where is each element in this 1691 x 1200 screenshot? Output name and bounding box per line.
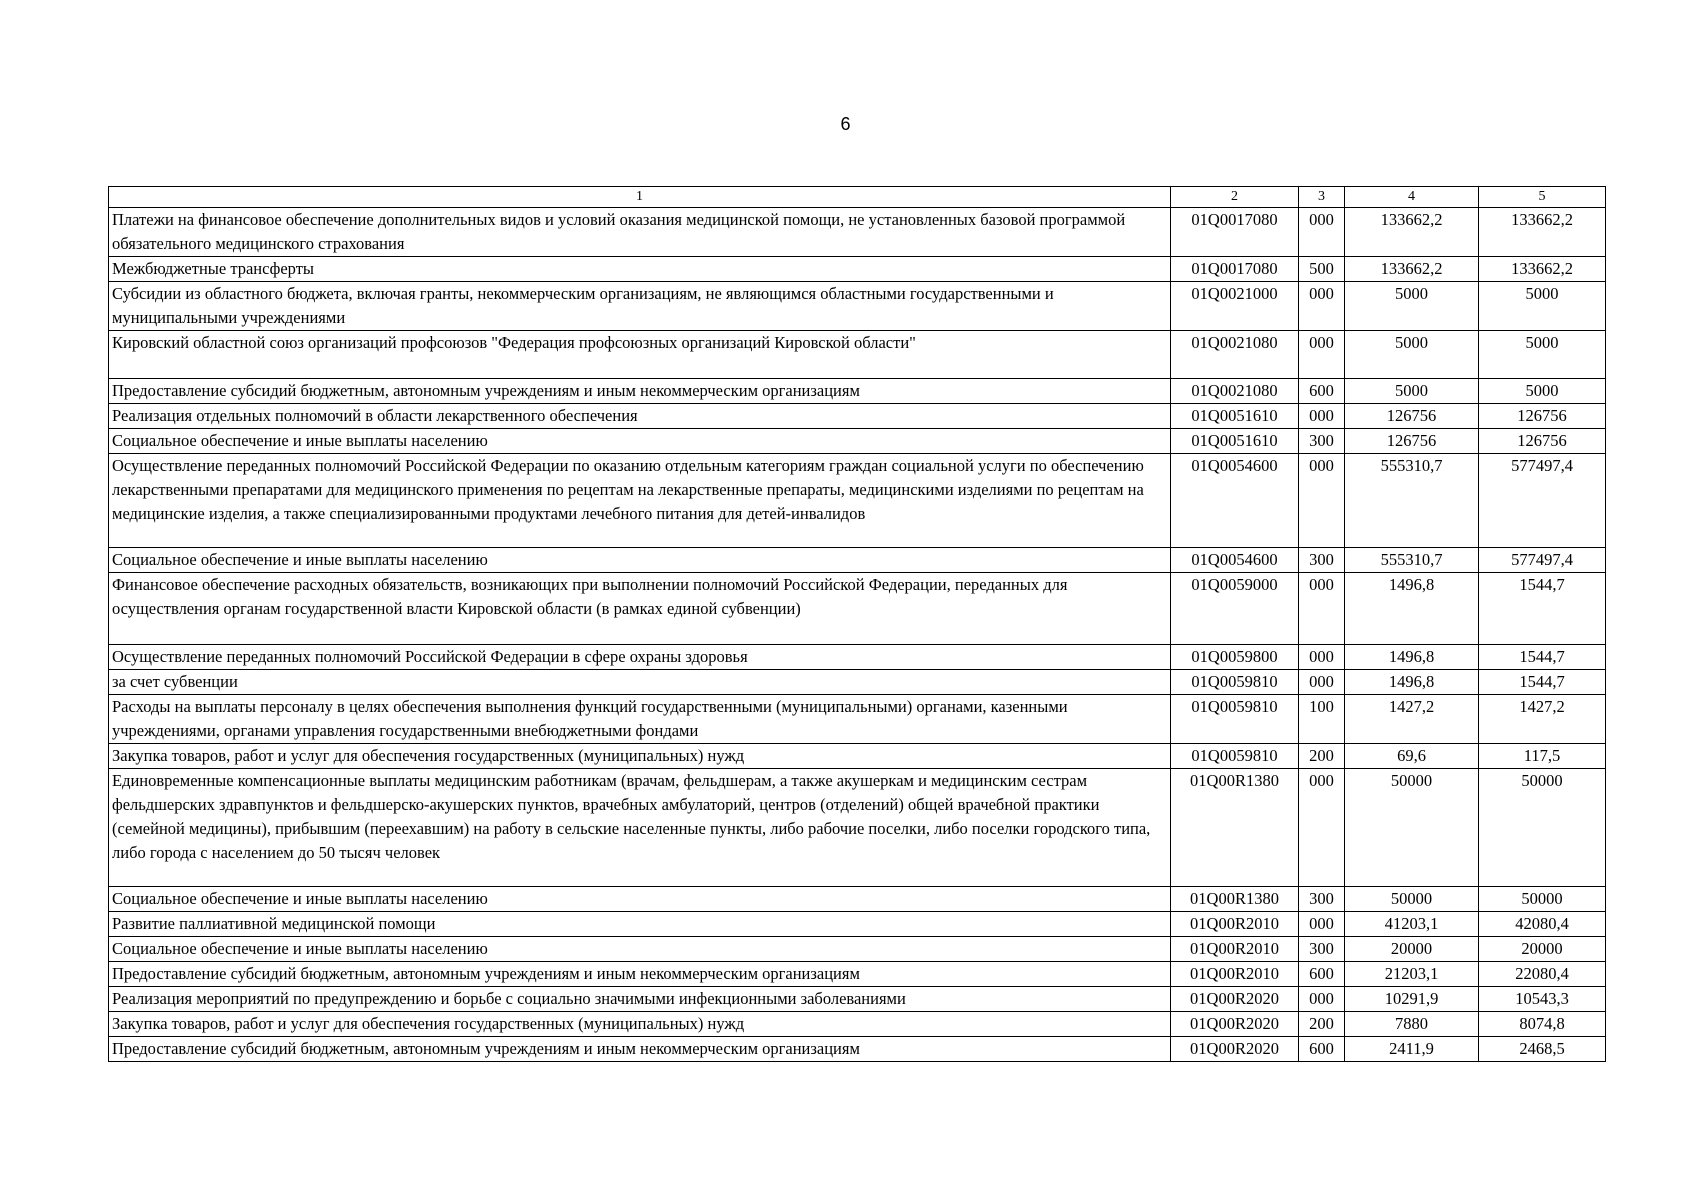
- table-row: [109, 573, 1606, 645]
- amount-column-4: 20000: [1345, 937, 1479, 962]
- amount-column-5: 5000: [1479, 379, 1606, 404]
- target-article-code: 01Q0054600: [1171, 548, 1299, 573]
- row-description: Осуществление переданных полномочий Российской Федерации по оказанию отдельным категориям граждан социальной услуги по обеспечению лекарственными препаратами для медицинского применения по рецептам на лекарственные препараты, медицинскими изделиями по рецептам на медицинские изделия, а также специализированными продуктами лечебного питания для детей-инвалидов: [109, 454, 1171, 548]
- row-description: Расходы на выплаты персоналу в целях обеспечения выполнения функций государственными (муниципальными) органами, казенными учреждениями, органами управления государственными внебюджетными фондами: [109, 695, 1171, 744]
- table-row: [109, 962, 1606, 987]
- table-row: [109, 1037, 1606, 1062]
- amount-column-5: 577497,4: [1479, 548, 1606, 573]
- amount-column-4: 10291,9: [1345, 987, 1479, 1012]
- row-description: Финансовое обеспечение расходных обязательств, возникающих при выполнении полномочий Российской Федерации, переданных для осуществления органам государственной власти Кировской области (в рамках единой субвенции): [109, 573, 1171, 645]
- table-row: [109, 331, 1606, 379]
- target-article-code: 01Q00R2020: [1171, 1037, 1299, 1062]
- amount-column-5: 2468,5: [1479, 1037, 1606, 1062]
- target-article-code: 01Q00R2020: [1171, 1012, 1299, 1037]
- row-description: Закупка товаров, работ и услуг для обеспечения государственных (муниципальных) нужд: [109, 1012, 1171, 1037]
- row-description: Социальное обеспечение и иные выплаты населению: [109, 429, 1171, 454]
- amount-column-5: 20000: [1479, 937, 1606, 962]
- amount-column-5: 577497,4: [1479, 454, 1606, 548]
- budget-table: [108, 186, 1606, 1062]
- amount-column-4: 69,6: [1345, 744, 1479, 769]
- amount-column-4: 21203,1: [1345, 962, 1479, 987]
- amount-column-4: 1427,2: [1345, 695, 1479, 744]
- amount-column-4: 126756: [1345, 404, 1479, 429]
- expense-type-code: 300: [1299, 429, 1345, 454]
- table-body: [109, 208, 1606, 1062]
- expense-type-code: 600: [1299, 379, 1345, 404]
- table-row: [109, 282, 1606, 331]
- column-header-1: 1: [109, 187, 1171, 208]
- row-description: Осуществление переданных полномочий Российской Федерации в сфере охраны здоровья: [109, 645, 1171, 670]
- amount-column-5: 1544,7: [1479, 645, 1606, 670]
- amount-column-4: 126756: [1345, 429, 1479, 454]
- target-article-code: 01Q0017080: [1171, 257, 1299, 282]
- row-description: Предоставление субсидий бюджетным, автономным учреждениям и иным некоммерческим организациям: [109, 1037, 1171, 1062]
- amount-column-4: 1496,8: [1345, 645, 1479, 670]
- amount-column-5: 1544,7: [1479, 670, 1606, 695]
- amount-column-5: 1544,7: [1479, 573, 1606, 645]
- amount-column-5: 1427,2: [1479, 695, 1606, 744]
- row-description: Социальное обеспечение и иные выплаты населению: [109, 887, 1171, 912]
- column-header-2: 2: [1171, 187, 1299, 208]
- table-row: [109, 987, 1606, 1012]
- amount-column-5: 5000: [1479, 331, 1606, 379]
- amount-column-4: 50000: [1345, 769, 1479, 887]
- expense-type-code: 000: [1299, 282, 1345, 331]
- table-row: [109, 769, 1606, 887]
- row-description: Закупка товаров, работ и услуг для обеспечения государственных (муниципальных) нужд: [109, 744, 1171, 769]
- table-row: [109, 379, 1606, 404]
- expense-type-code: 000: [1299, 331, 1345, 379]
- row-description: Предоставление субсидий бюджетным, автономным учреждениям и иным некоммерческим организациям: [109, 962, 1171, 987]
- amount-column-5: 133662,2: [1479, 257, 1606, 282]
- expense-type-code: 500: [1299, 257, 1345, 282]
- amount-column-4: 555310,7: [1345, 548, 1479, 573]
- expense-type-code: 000: [1299, 404, 1345, 429]
- target-article-code: 01Q0059000: [1171, 573, 1299, 645]
- table-row: [109, 887, 1606, 912]
- amount-column-4: 133662,2: [1345, 257, 1479, 282]
- row-description: Платежи на финансовое обеспечение дополнительных видов и условий оказания медицинской помощи, не установленных базовой программой обязательного медицинского страхования: [109, 208, 1171, 257]
- table-row: [109, 404, 1606, 429]
- amount-column-4: 5000: [1345, 331, 1479, 379]
- expense-type-code: 000: [1299, 454, 1345, 548]
- expense-type-code: 200: [1299, 744, 1345, 769]
- amount-column-4: 7880: [1345, 1012, 1479, 1037]
- expense-type-code: 000: [1299, 573, 1345, 645]
- row-description: за счет субвенции: [109, 670, 1171, 695]
- amount-column-5: 126756: [1479, 404, 1606, 429]
- amount-column-5: 126756: [1479, 429, 1606, 454]
- table-row: [109, 670, 1606, 695]
- target-article-code: 01Q0051610: [1171, 404, 1299, 429]
- expense-type-code: 000: [1299, 912, 1345, 937]
- row-description: Развитие паллиативной медицинской помощи: [109, 912, 1171, 937]
- amount-column-5: 5000: [1479, 282, 1606, 331]
- row-description: Кировский областной союз организаций профсоюзов "Федерация профсоюзных организаций Кировской области": [109, 331, 1171, 379]
- target-article-code: 01Q00R2010: [1171, 912, 1299, 937]
- amount-column-5: 50000: [1479, 887, 1606, 912]
- amount-column-5: 50000: [1479, 769, 1606, 887]
- row-description: Социальное обеспечение и иные выплаты населению: [109, 548, 1171, 573]
- expense-type-code: 200: [1299, 1012, 1345, 1037]
- target-article-code: 01Q0021080: [1171, 379, 1299, 404]
- table-row: [109, 208, 1606, 257]
- amount-column-5: 133662,2: [1479, 208, 1606, 257]
- row-description: Предоставление субсидий бюджетным, автономным учреждениям и иным некоммерческим организациям: [109, 379, 1171, 404]
- column-header-4: 4: [1345, 187, 1479, 208]
- expense-type-code: 300: [1299, 937, 1345, 962]
- table-row: [109, 548, 1606, 573]
- table-row: [109, 645, 1606, 670]
- amount-column-4: 555310,7: [1345, 454, 1479, 548]
- expense-type-code: 000: [1299, 987, 1345, 1012]
- target-article-code: 01Q00R2010: [1171, 962, 1299, 987]
- expense-type-code: 000: [1299, 208, 1345, 257]
- amount-column-4: 5000: [1345, 379, 1479, 404]
- target-article-code: 01Q0021000: [1171, 282, 1299, 331]
- amount-column-5: 117,5: [1479, 744, 1606, 769]
- row-description: Межбюджетные трансферты: [109, 257, 1171, 282]
- row-description: Субсидии из областного бюджета, включая гранты, некоммерческим организациям, не являющимся областными государственными и муниципальными учреждениями: [109, 282, 1171, 331]
- row-description: Социальное обеспечение и иные выплаты населению: [109, 937, 1171, 962]
- table-row: [109, 1012, 1606, 1037]
- target-article-code: 01Q0054600: [1171, 454, 1299, 548]
- target-article-code: 01Q0059810: [1171, 670, 1299, 695]
- expense-type-code: 600: [1299, 1037, 1345, 1062]
- page-number: 6: [840, 114, 851, 134]
- table-row: [109, 429, 1606, 454]
- target-article-code: 01Q0059810: [1171, 695, 1299, 744]
- amount-column-5: 22080,4: [1479, 962, 1606, 987]
- table-header-row: [109, 187, 1606, 208]
- amount-column-4: 50000: [1345, 887, 1479, 912]
- amount-column-5: 42080,4: [1479, 912, 1606, 937]
- expense-type-code: 100: [1299, 695, 1345, 744]
- amount-column-5: 10543,3: [1479, 987, 1606, 1012]
- target-article-code: 01Q0059800: [1171, 645, 1299, 670]
- expense-type-code: 000: [1299, 769, 1345, 887]
- column-header-3: 3: [1299, 187, 1345, 208]
- table-row: [109, 695, 1606, 744]
- row-description: Единовременные компенсационные выплаты медицинским работникам (врачам, фельдшерам, а также акушеркам и медицинским сестрам фельдшерских здравпунктов и фельдшерско-акушерских пунктов, врачебных амбулаторий, центров (отделений) общей врачебной практики (семейной медицины), прибывшим (переехавшим) на работу в сельские населенные пункты, либо рабочие поселки, либо поселки городского типа, либо города с населением до 50 тысяч человек: [109, 769, 1171, 887]
- expense-type-code: 300: [1299, 548, 1345, 573]
- table-row: [109, 744, 1606, 769]
- expense-type-code: 000: [1299, 670, 1345, 695]
- target-article-code: 01Q00R2020: [1171, 987, 1299, 1012]
- amount-column-4: 2411,9: [1345, 1037, 1479, 1062]
- expense-type-code: 300: [1299, 887, 1345, 912]
- target-article-code: 01Q0017080: [1171, 208, 1299, 257]
- target-article-code: 01Q0059810: [1171, 744, 1299, 769]
- row-description: Реализация отдельных полномочий в области лекарственного обеспечения: [109, 404, 1171, 429]
- table-row: [109, 937, 1606, 962]
- expense-type-code: 000: [1299, 645, 1345, 670]
- amount-column-4: 5000: [1345, 282, 1479, 331]
- target-article-code: 01Q00R2010: [1171, 937, 1299, 962]
- table-row: [109, 912, 1606, 937]
- target-article-code: 01Q0021080: [1171, 331, 1299, 379]
- target-article-code: 01Q00R1380: [1171, 769, 1299, 887]
- amount-column-4: 1496,8: [1345, 670, 1479, 695]
- target-article-code: 01Q0051610: [1171, 429, 1299, 454]
- amount-column-4: 41203,1: [1345, 912, 1479, 937]
- amount-column-5: 8074,8: [1479, 1012, 1606, 1037]
- amount-column-4: 1496,8: [1345, 573, 1479, 645]
- expense-type-code: 600: [1299, 962, 1345, 987]
- target-article-code: 01Q00R1380: [1171, 887, 1299, 912]
- amount-column-4: 133662,2: [1345, 208, 1479, 257]
- row-description: Реализация мероприятий по предупреждению и борьбе с социально значимыми инфекционными заболеваниями: [109, 987, 1171, 1012]
- table-row: [109, 454, 1606, 548]
- column-header-5: 5: [1479, 187, 1606, 208]
- table-row: [109, 257, 1606, 282]
